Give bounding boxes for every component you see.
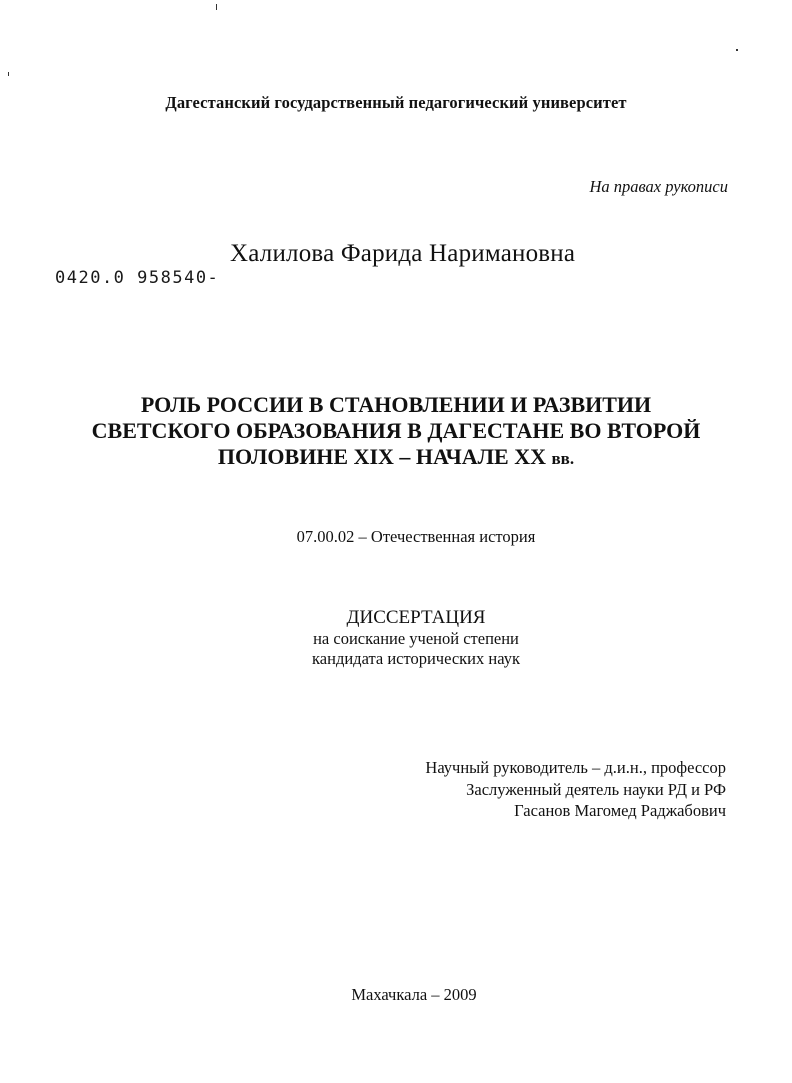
title-line-1: РОЛЬ РОССИИ В СТАНОВЛЕНИИ И РАЗВИТИИ: [140, 392, 652, 417]
title-line-3: [0, 444, 792, 472]
degree-line-1: на соискание ученой степени: [313, 629, 519, 648]
scan-speck: [8, 72, 9, 76]
supervisor-line-3: Гасанов Магомед Раджабович: [514, 801, 726, 820]
supervisor-block: [425, 757, 726, 822]
dissertation-heading: ДИССЕРТАЦИЯ: [346, 607, 486, 628]
degree-line-2: кандидата исторических наук: [312, 649, 520, 668]
author-name: Халилова Фарида Наримановна: [230, 240, 576, 267]
library-code-stamp: 0420.0 958540-: [55, 268, 220, 288]
title-line-3-suffix: вв.: [551, 449, 575, 468]
rights-note: На правах рукописи: [589, 177, 728, 196]
scan-speck: [736, 49, 738, 51]
dissertation-block: [0, 607, 792, 669]
university-name: Дагестанский государственный педагогический университет: [165, 93, 627, 112]
scan-speck: [216, 4, 217, 10]
specialty-code: 07.00.02 – Отечественная история: [296, 527, 536, 546]
title-line-3-main: ПОЛОВИНЕ XIX – НАЧАЛЕ XX: [217, 444, 546, 469]
supervisor-line-2: Заслуженный деятель науки РД и РФ: [466, 779, 726, 799]
city-year: Махачкала – 2009: [351, 985, 477, 1004]
supervisor-line-1: Научный руководитель – д.и.н., профессор: [425, 758, 726, 777]
title-line-2: СВЕТСКОГО ОБРАЗОВАНИЯ В ДАГЕСТАНЕ ВО ВТОРОЙ: [91, 418, 701, 443]
dissertation-title: [0, 392, 792, 472]
